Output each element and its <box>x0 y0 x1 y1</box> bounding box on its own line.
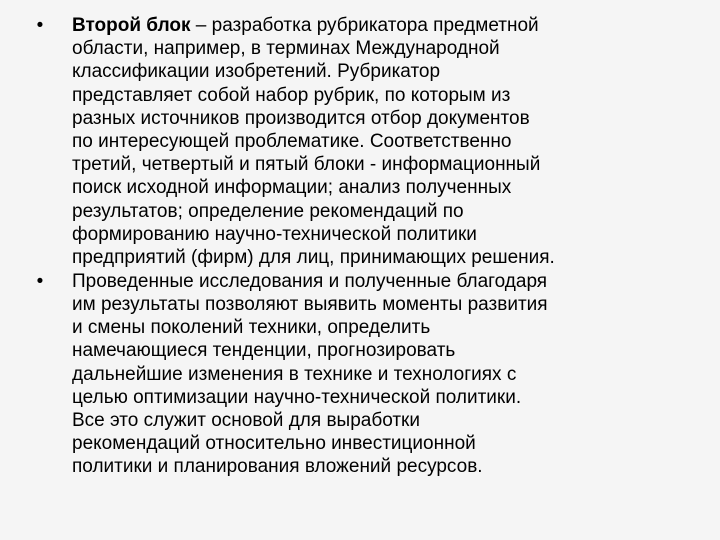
bullet-icon: • <box>36 15 44 36</box>
text-line: намечающиеся тенденции, прогнозировать <box>72 340 456 362</box>
text-line: поиск исходной информации; анализ полученных <box>72 177 512 199</box>
text-line: по интересующей проблематике. Соответственно <box>72 131 512 153</box>
text-line: третий, четвертый и пятый блоки - информационный <box>72 154 541 176</box>
text-line <box>72 14 692 37</box>
bullet-list <box>30 14 692 479</box>
text-line: разных источников производится отбор документов <box>72 107 530 129</box>
bullet-item-1 <box>30 14 692 269</box>
text-line: им результаты позволяют выявить моменты развития <box>72 293 548 315</box>
bullet-item-2 <box>30 270 692 479</box>
text-line: предприятий (фирм) для лиц, принимающих решения. <box>72 247 555 269</box>
text-line: формированию научно-технической политики <box>72 223 477 245</box>
text-line: классификации изобретений. Рубрикатор <box>72 61 441 83</box>
line-text: – разработка рубрикатора предметной <box>190 15 539 36</box>
text-line: целью оптимизации научно-технической политики. <box>72 386 522 408</box>
text-line: политики и планирования вложений ресурсов. <box>72 456 483 478</box>
text-line: Проведенные исследования и полученные благодаря <box>72 270 548 292</box>
text-line: дальнейшие изменения в технике и технологиях с <box>72 363 517 385</box>
bold-term: Второй блок <box>72 15 191 36</box>
text-line: рекомендаций относительно инвестиционной <box>72 433 476 455</box>
text-line: Все это служит основой для выработки <box>72 409 420 431</box>
text-line: результатов; определение рекомендаций по <box>72 200 464 222</box>
text-line: и смены поколений техники, определить <box>72 317 431 339</box>
text-line: представляет собой набор рубрик, по которым из <box>72 84 511 106</box>
text-line: области, например, в терминах Международной <box>72 38 500 60</box>
bullet-icon: • <box>36 270 44 292</box>
